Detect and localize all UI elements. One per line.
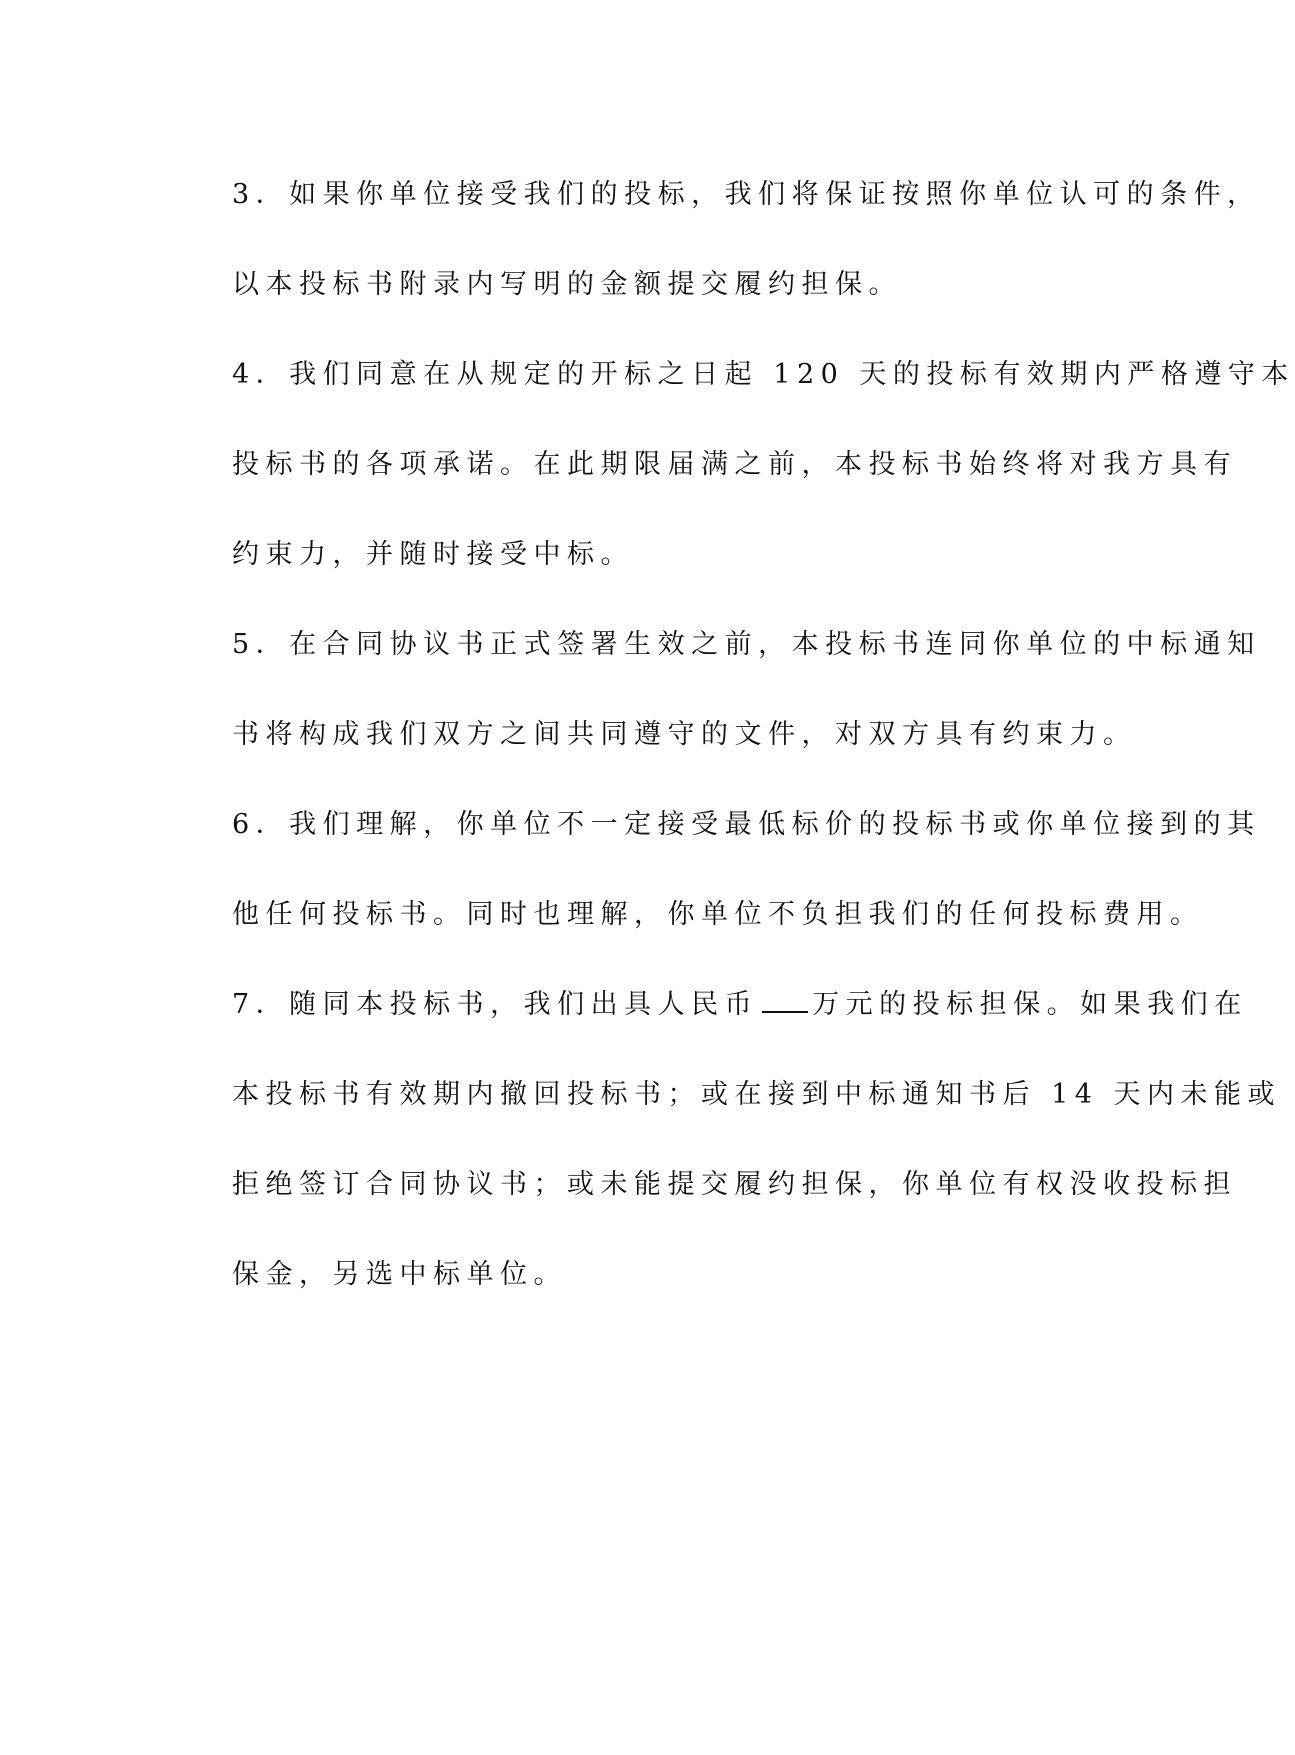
clause-6-line-2: 他任何投标书。同时也理解，你单位不负担我们的任何投标费用。 <box>232 899 1204 930</box>
clause-7-text-before-blank: 7．随同本投标书，我们出具人民币 <box>232 989 759 1020</box>
clause-5-line-1: 5．在合同协议书正式签署生效之前，本投标书连同你单位的中标通知 <box>232 629 1261 660</box>
clause-7-line-1 <box>232 976 1248 1066</box>
clause-4-line-2: 投标书的各项承诺。在此期限届满之前，本投标书始终将对我方具有 <box>232 449 1237 480</box>
clause-4-line-3: 约束力，并随时接受中标。 <box>232 539 634 570</box>
clause-7-text-after-blank: 万元的投标担保。如果我们在 <box>812 989 1248 1020</box>
clause-3-line-1: 3．如果你单位接受我们的投标，我们将保证按照你单位认可的条件， <box>232 179 1261 210</box>
clause-7-line-3: 拒绝签订合同协议书；或未能提交履约担保，你单位有权没收投标担 <box>232 1169 1237 1200</box>
bid-letter-body <box>232 166 1295 1336</box>
clause-3-line-2: 以本投标书附录内写明的金额提交履约担保。 <box>232 269 902 300</box>
guarantee-amount-blank <box>762 989 808 1013</box>
clause-7-line-4: 保金，另选中标单位。 <box>232 1259 567 1290</box>
clause-7-line-2: 本投标书有效期内撤回投标书；或在接到中标通知书后 14 天内未能或 <box>232 1079 1282 1110</box>
clause-5-line-2: 书将构成我们双方之间共同遵守的文件，对双方具有约束力。 <box>232 719 1137 750</box>
clause-6-line-1: 6．我们理解，你单位不一定接受最低标价的投标书或你单位接到的其 <box>232 809 1261 840</box>
clause-4-line-1: 4．我们同意在从规定的开标之日起 120 天的投标有效期内严格遵守本 <box>232 359 1295 390</box>
